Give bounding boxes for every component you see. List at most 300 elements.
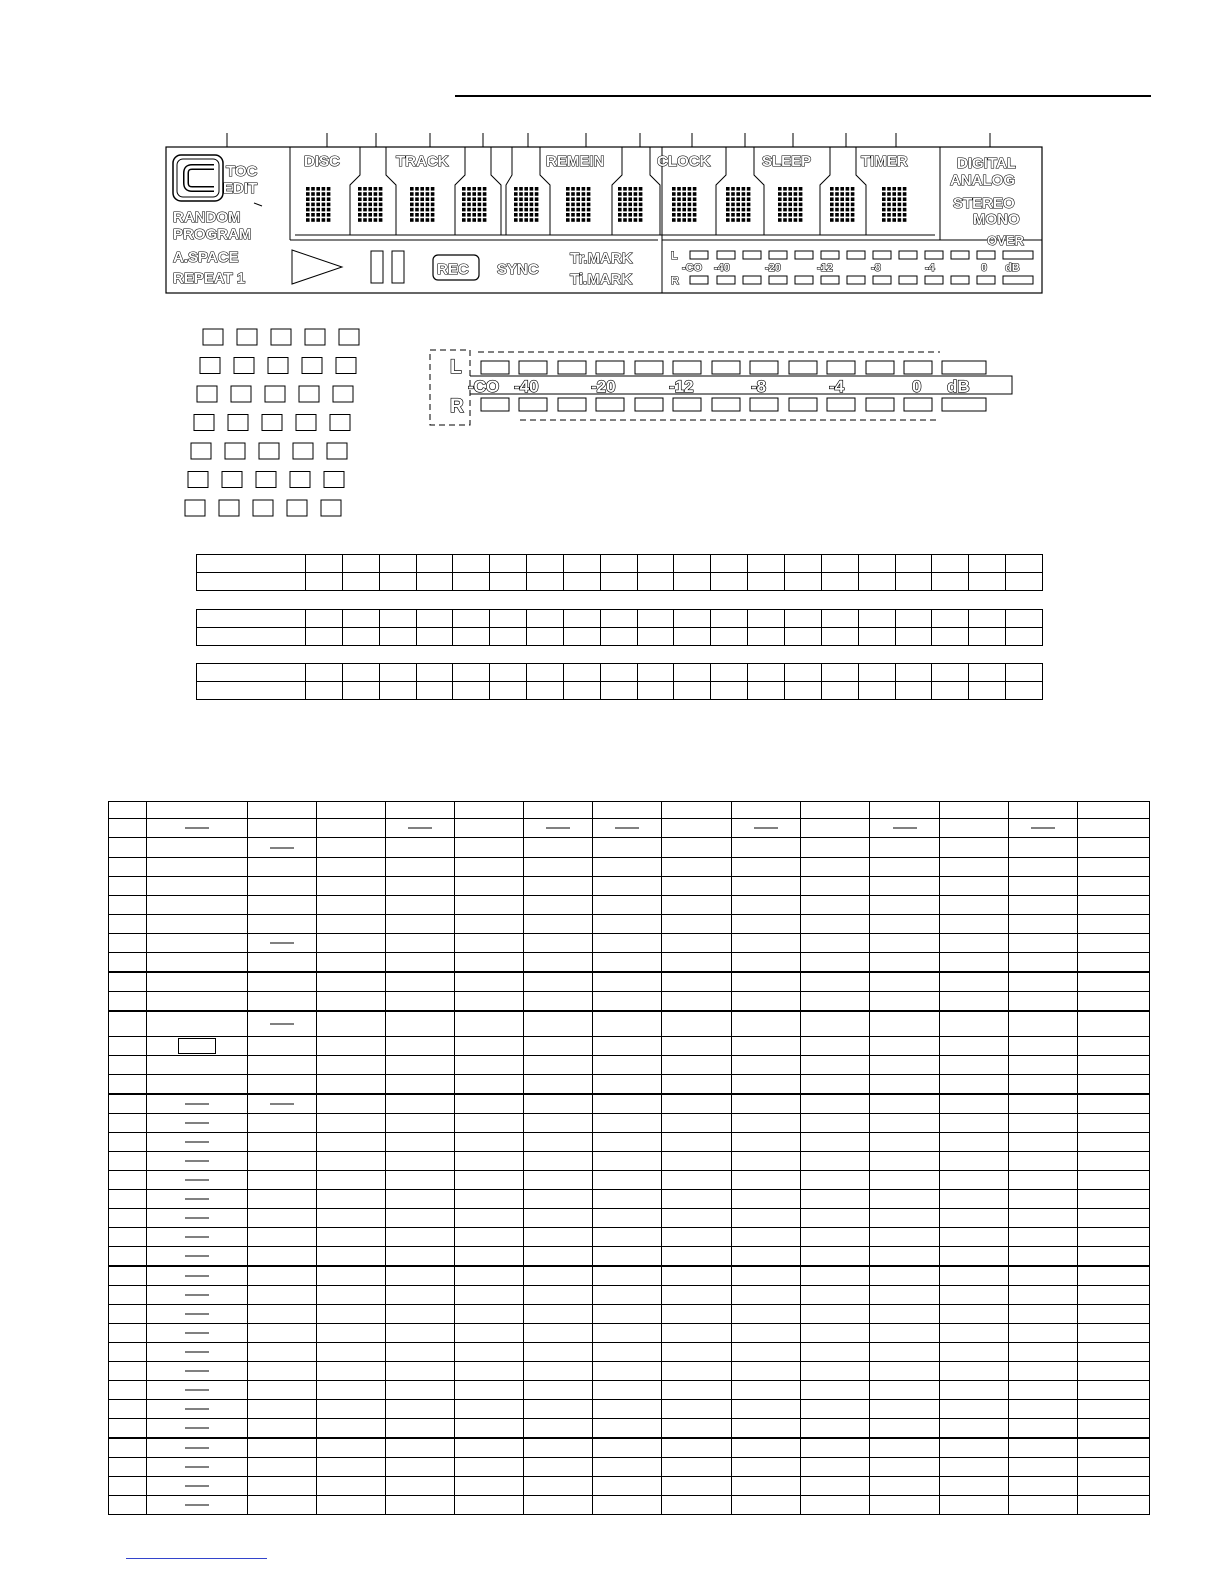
main-table-cell bbox=[593, 972, 662, 992]
main-table-cell bbox=[593, 1094, 662, 1114]
main-table-cell bbox=[801, 934, 870, 953]
main-table-cell bbox=[455, 896, 524, 915]
main-table-cell bbox=[147, 1133, 248, 1152]
main-table-cell bbox=[593, 1419, 662, 1439]
main-table-cell bbox=[1009, 1266, 1078, 1286]
main-table-cell bbox=[109, 819, 147, 838]
main-table-cell bbox=[524, 1400, 593, 1419]
main-table-cell bbox=[940, 1362, 1009, 1381]
main-table-cell bbox=[147, 838, 248, 858]
main-table-cell bbox=[248, 1114, 317, 1133]
main-table-cell bbox=[386, 1266, 455, 1286]
main-table-cell bbox=[662, 1496, 732, 1515]
meter-small-cell-r bbox=[743, 276, 761, 284]
main-table-cell bbox=[109, 1075, 147, 1095]
main-table-cell bbox=[109, 1477, 147, 1496]
grid-table-cell bbox=[858, 610, 895, 628]
grid-table-cell bbox=[711, 555, 748, 573]
overline-mark bbox=[615, 828, 639, 829]
main-table-cell bbox=[317, 1037, 386, 1056]
main-table-cell bbox=[593, 819, 662, 838]
main-table-cell bbox=[455, 1037, 524, 1056]
main-table-cell bbox=[870, 1114, 940, 1133]
overline-mark bbox=[893, 828, 917, 829]
main-table-cell bbox=[248, 1400, 317, 1419]
grid-table-cell bbox=[1006, 682, 1043, 700]
main-table-cell bbox=[801, 1011, 870, 1037]
main-table-cell bbox=[732, 877, 801, 896]
main-table-cell bbox=[386, 1419, 455, 1439]
main-table-cell bbox=[109, 1286, 147, 1305]
main-table-cell bbox=[386, 877, 455, 896]
main-table-cell bbox=[870, 1496, 940, 1515]
main-table-cell bbox=[455, 1477, 524, 1496]
grid-table-cell bbox=[490, 682, 527, 700]
main-table-cell bbox=[1078, 1075, 1150, 1095]
main-table-cell bbox=[732, 1094, 801, 1114]
meter-detail-cell-r bbox=[558, 398, 586, 411]
meter-detail-cell-r bbox=[481, 398, 509, 411]
matrix-cell bbox=[268, 358, 288, 374]
main-table-cell bbox=[870, 1458, 940, 1477]
main-table-cell bbox=[147, 1419, 248, 1439]
grid-table-cell bbox=[453, 610, 490, 628]
meter-small-cell-r bbox=[717, 276, 735, 284]
main-table-cell bbox=[870, 1286, 940, 1305]
grid-table-cell bbox=[197, 555, 306, 573]
main-table-cell bbox=[1078, 1362, 1150, 1381]
digit-matrix bbox=[358, 187, 382, 222]
grid-table-row bbox=[197, 610, 1043, 628]
main-table-cell bbox=[109, 1094, 147, 1114]
main-table-cell bbox=[248, 1056, 317, 1075]
main-table-cell bbox=[109, 1152, 147, 1171]
main-table-cell bbox=[732, 1305, 801, 1324]
digit-matrix bbox=[778, 187, 802, 222]
main-table-cell bbox=[662, 1037, 732, 1056]
main-table-cell bbox=[386, 1477, 455, 1496]
main-table-cell bbox=[147, 1228, 248, 1247]
main-table-cell bbox=[524, 1190, 593, 1209]
main-table-cell bbox=[248, 1419, 317, 1439]
main-table-cell bbox=[147, 1343, 248, 1362]
grid-table-cell bbox=[821, 573, 858, 591]
main-table-cell bbox=[801, 1037, 870, 1056]
matrix-cell bbox=[228, 415, 248, 431]
label-analog: ANALOG bbox=[950, 172, 1015, 189]
main-table-cell bbox=[386, 1228, 455, 1247]
digit-matrix bbox=[618, 187, 642, 222]
grid-table-cell bbox=[674, 664, 711, 682]
main-table-cell bbox=[1009, 802, 1078, 819]
main-table-row bbox=[109, 1343, 1150, 1362]
meter-small-r: R bbox=[671, 275, 679, 287]
main-table-cell bbox=[732, 992, 801, 1012]
main-table-cell bbox=[870, 972, 940, 992]
main-table-cell bbox=[109, 1324, 147, 1343]
main-table-cell bbox=[940, 1190, 1009, 1209]
main-table-cell bbox=[524, 1438, 593, 1458]
main-table-cell bbox=[1009, 1133, 1078, 1152]
main-table-cell bbox=[593, 953, 662, 973]
main-table-cell bbox=[940, 802, 1009, 819]
main-table-cell bbox=[732, 934, 801, 953]
main-table-cell bbox=[870, 877, 940, 896]
grid-table-cell bbox=[527, 610, 564, 628]
main-table-cell bbox=[248, 1037, 317, 1056]
label-digital: DIGITAL bbox=[957, 155, 1016, 172]
main-table-cell bbox=[940, 896, 1009, 915]
label-stereo: STEREO bbox=[953, 195, 1015, 212]
main-table-cell bbox=[109, 877, 147, 896]
grid-table-cell bbox=[342, 610, 379, 628]
meter-small-cell-l bbox=[717, 251, 735, 259]
main-table-cell bbox=[455, 819, 524, 838]
main-table-cell bbox=[1009, 1075, 1078, 1095]
grid-table-cell bbox=[969, 628, 1006, 646]
main-table-cell bbox=[248, 1209, 317, 1228]
main-table-cell bbox=[524, 1266, 593, 1286]
main-table-cell bbox=[317, 896, 386, 915]
main-table-cell bbox=[593, 1438, 662, 1458]
main-table-cell bbox=[870, 1133, 940, 1152]
main-table-cell bbox=[870, 1190, 940, 1209]
main-table-cell bbox=[524, 877, 593, 896]
meter-detail-cell-r bbox=[827, 398, 855, 411]
main-table-row bbox=[109, 1011, 1150, 1037]
main-table-cell bbox=[1078, 1400, 1150, 1419]
main-table-cell bbox=[593, 1305, 662, 1324]
matrix-cell bbox=[333, 386, 353, 402]
main-table bbox=[108, 801, 1150, 1515]
main-table-cell bbox=[940, 1056, 1009, 1075]
grid-table-cell bbox=[416, 573, 453, 591]
grid-table-cell bbox=[748, 664, 785, 682]
grid-table-cell bbox=[453, 628, 490, 646]
meter-small-scale-label: -4 bbox=[925, 262, 935, 274]
main-table-cell bbox=[593, 1152, 662, 1171]
main-table-cell bbox=[109, 1381, 147, 1400]
main-table-cell bbox=[386, 1247, 455, 1267]
main-table-cell bbox=[455, 1458, 524, 1477]
main-table-cell bbox=[940, 934, 1009, 953]
matrix-cell bbox=[237, 329, 257, 345]
main-table-cell bbox=[386, 1075, 455, 1095]
main-table-cell bbox=[386, 1496, 455, 1515]
grid-table-cell bbox=[821, 682, 858, 700]
grid-table-cell bbox=[379, 628, 416, 646]
main-table-cell bbox=[109, 972, 147, 992]
main-table-cell bbox=[248, 1324, 317, 1343]
main-table-cell bbox=[317, 972, 386, 992]
meter-small-cell-r bbox=[873, 276, 891, 284]
main-table-cell bbox=[801, 1477, 870, 1496]
main-table-cell bbox=[524, 1496, 593, 1515]
main-table-cell bbox=[940, 1400, 1009, 1419]
main-table-cell bbox=[940, 1438, 1009, 1458]
main-table-cell bbox=[455, 1171, 524, 1190]
main-table-cell bbox=[455, 1362, 524, 1381]
main-table-cell bbox=[593, 1343, 662, 1362]
main-table-cell bbox=[524, 802, 593, 819]
main-table-cell bbox=[248, 1075, 317, 1095]
grid-table-cell bbox=[858, 628, 895, 646]
main-table-cell bbox=[1078, 802, 1150, 819]
grid-table-cell bbox=[527, 555, 564, 573]
meter-detail-r: R bbox=[450, 396, 464, 417]
main-table-cell bbox=[317, 992, 386, 1012]
digit-matrix bbox=[410, 187, 434, 222]
grid-table-cell bbox=[784, 573, 821, 591]
main-table-row bbox=[109, 877, 1150, 896]
main-table-cell bbox=[455, 1400, 524, 1419]
meter-small-cell-l bbox=[795, 251, 813, 259]
main-table-cell bbox=[455, 1114, 524, 1133]
main-table-cell bbox=[455, 1381, 524, 1400]
main-table-cell bbox=[109, 1343, 147, 1362]
main-table-cell bbox=[732, 1400, 801, 1419]
main-table-cell bbox=[317, 1171, 386, 1190]
main-table-cell bbox=[662, 1075, 732, 1095]
main-table-cell bbox=[801, 1496, 870, 1515]
main-table-cell bbox=[593, 1011, 662, 1037]
main-table-cell bbox=[870, 1438, 940, 1458]
main-table-cell bbox=[455, 838, 524, 858]
overline-mark bbox=[185, 1428, 209, 1429]
main-table-cell bbox=[147, 896, 248, 915]
digit-matrix bbox=[566, 187, 590, 222]
main-table-cell bbox=[1009, 934, 1078, 953]
main-table-cell bbox=[662, 1477, 732, 1496]
main-table-row bbox=[109, 972, 1150, 992]
main-table-cell bbox=[732, 1075, 801, 1095]
main-table-cell bbox=[801, 1362, 870, 1381]
main-table-cell bbox=[593, 1324, 662, 1343]
main-table-cell bbox=[801, 1152, 870, 1171]
main-table-row bbox=[109, 1152, 1150, 1171]
meter-detail-cell-l bbox=[635, 361, 663, 374]
main-table-cell bbox=[455, 1496, 524, 1515]
main-table-cell bbox=[662, 1190, 732, 1209]
main-table-row bbox=[109, 1209, 1150, 1228]
main-table-cell bbox=[870, 1228, 940, 1247]
main-table-cell bbox=[940, 1075, 1009, 1095]
grid-table-cell bbox=[748, 628, 785, 646]
grid-table-cell bbox=[895, 610, 932, 628]
matrix-cell bbox=[305, 329, 325, 345]
main-table-cell bbox=[801, 896, 870, 915]
label-disc: DISC bbox=[304, 153, 340, 170]
main-table-cell bbox=[147, 858, 248, 877]
main-table-row bbox=[109, 858, 1150, 877]
meter-detail-cells bbox=[481, 361, 986, 411]
main-table-cell bbox=[317, 1477, 386, 1496]
overline-mark bbox=[185, 1486, 209, 1487]
main-table-cell bbox=[455, 858, 524, 877]
meter-detail-cell-l bbox=[904, 361, 932, 374]
main-table-cell bbox=[870, 858, 940, 877]
grid-table-cell bbox=[674, 573, 711, 591]
meter-small-cell-l bbox=[847, 251, 865, 259]
main-table-cell bbox=[455, 1419, 524, 1439]
main-table-cell bbox=[1009, 1011, 1078, 1037]
main-table-cell bbox=[317, 858, 386, 877]
main-table-cell bbox=[940, 877, 1009, 896]
main-table-cell bbox=[870, 1056, 940, 1075]
main-table-cell bbox=[386, 1056, 455, 1075]
main-table-cell bbox=[386, 1114, 455, 1133]
grid-table-cell bbox=[969, 682, 1006, 700]
main-table-cell bbox=[593, 1266, 662, 1286]
main-table-cell bbox=[386, 1152, 455, 1171]
main-table-cell bbox=[317, 1094, 386, 1114]
main-table-cell bbox=[248, 934, 317, 953]
matrix-cell bbox=[253, 500, 273, 516]
main-table-cell bbox=[147, 1152, 248, 1171]
main-table-cell bbox=[940, 953, 1009, 973]
main-table-cell bbox=[386, 1171, 455, 1190]
grid-table-cell bbox=[379, 610, 416, 628]
main-table-cell bbox=[593, 1458, 662, 1477]
main-table-cell bbox=[455, 1286, 524, 1305]
main-table-cell bbox=[732, 1496, 801, 1515]
grid-table-cell bbox=[563, 573, 600, 591]
grid-table-cell bbox=[711, 573, 748, 591]
main-table-cell bbox=[109, 953, 147, 973]
main-table-cell bbox=[317, 1324, 386, 1343]
main-table-cell bbox=[593, 1056, 662, 1075]
overline-mark bbox=[185, 828, 209, 829]
main-table-cell bbox=[317, 1209, 386, 1228]
main-table-cell bbox=[386, 1438, 455, 1458]
overline-mark bbox=[185, 1256, 209, 1257]
main-table-cell bbox=[386, 1343, 455, 1362]
main-table-cell bbox=[662, 1343, 732, 1362]
main-table-row bbox=[109, 1458, 1150, 1477]
main-table-cell bbox=[386, 1037, 455, 1056]
main-table-cell bbox=[1078, 1496, 1150, 1515]
main-table-cell bbox=[524, 1133, 593, 1152]
grid-table-cell bbox=[197, 628, 306, 646]
main-table-cell bbox=[248, 1438, 317, 1458]
main-table-cell bbox=[1078, 1094, 1150, 1114]
meter-small-cell-l bbox=[873, 251, 891, 259]
main-table-cell bbox=[1078, 1190, 1150, 1209]
main-table-cell bbox=[455, 1056, 524, 1075]
meter-detail-cell-l bbox=[481, 361, 509, 374]
main-table-cell bbox=[801, 1190, 870, 1209]
main-table-cell bbox=[1078, 1458, 1150, 1477]
main-table-cell bbox=[147, 1362, 248, 1381]
main-table-cell bbox=[732, 1419, 801, 1439]
main-table-cell bbox=[732, 1171, 801, 1190]
main-table-cell bbox=[870, 953, 940, 973]
main-table-cell bbox=[801, 1247, 870, 1267]
main-table-cell bbox=[1009, 1362, 1078, 1381]
overline-mark bbox=[185, 1371, 209, 1372]
main-table-cell bbox=[870, 838, 940, 858]
main-table-cell bbox=[1078, 1228, 1150, 1247]
grid-table-cell bbox=[1006, 628, 1043, 646]
grid-table-cell bbox=[748, 573, 785, 591]
main-table-cell bbox=[870, 1075, 940, 1095]
meter-small-cell-l bbox=[769, 251, 787, 259]
main-table-cell bbox=[1009, 972, 1078, 992]
main-table-cell bbox=[524, 915, 593, 934]
label-track: TRACK bbox=[396, 153, 449, 170]
main-table-cell bbox=[524, 1171, 593, 1190]
main-table-cell bbox=[248, 1458, 317, 1477]
main-table-cell bbox=[455, 953, 524, 973]
main-table-cell bbox=[801, 1075, 870, 1095]
main-table-cell bbox=[248, 1362, 317, 1381]
logo-line-1: TOC bbox=[226, 163, 258, 180]
main-table-cell bbox=[1009, 896, 1078, 915]
meter-small-cell-l bbox=[977, 251, 995, 259]
matrix-cell bbox=[194, 415, 214, 431]
main-table-cell bbox=[109, 802, 147, 819]
meter-detail-scale-label: 0 bbox=[912, 377, 922, 396]
grid-table-cell bbox=[932, 555, 969, 573]
main-table-cell bbox=[1078, 1381, 1150, 1400]
main-table-cell bbox=[455, 1209, 524, 1228]
main-table-cell bbox=[1078, 915, 1150, 934]
main-table-cell bbox=[801, 1133, 870, 1152]
grid-table-cell bbox=[563, 610, 600, 628]
main-table-cell bbox=[248, 1228, 317, 1247]
overline-mark bbox=[185, 1295, 209, 1296]
main-table-cell bbox=[147, 1171, 248, 1190]
main-table-cell bbox=[147, 1438, 248, 1458]
grid-table-cell bbox=[342, 664, 379, 682]
main-table-cell bbox=[732, 1324, 801, 1343]
matrix-cell bbox=[302, 358, 322, 374]
meter-detail-l: L bbox=[450, 357, 462, 378]
main-table-cell bbox=[317, 915, 386, 934]
meter-small-cell-r bbox=[795, 276, 813, 284]
main-table-cell bbox=[1078, 992, 1150, 1012]
matrix-cell bbox=[231, 386, 251, 402]
grid-table-cell bbox=[637, 610, 674, 628]
main-table-cell bbox=[248, 858, 317, 877]
overline-mark bbox=[185, 1237, 209, 1238]
main-table-cell bbox=[1078, 1266, 1150, 1286]
digit-matrix bbox=[462, 187, 486, 222]
grid-table-cell bbox=[306, 555, 343, 573]
main-table-cell bbox=[732, 858, 801, 877]
main-table-cell bbox=[662, 819, 732, 838]
main-table-row bbox=[109, 934, 1150, 953]
main-table-cell bbox=[524, 1152, 593, 1171]
overline-mark bbox=[754, 828, 778, 829]
grid-table-cell bbox=[490, 664, 527, 682]
main-table-cell bbox=[801, 972, 870, 992]
main-table-cell bbox=[1009, 1400, 1078, 1419]
main-table-cell bbox=[940, 1381, 1009, 1400]
overline-mark bbox=[270, 943, 294, 944]
main-table-cell bbox=[1009, 1114, 1078, 1133]
main-table-cell bbox=[732, 1190, 801, 1209]
label-remein: REMEIN bbox=[546, 153, 605, 170]
grid-table-cell bbox=[306, 573, 343, 591]
matrix-cell bbox=[259, 443, 279, 459]
grid-table-cell bbox=[784, 682, 821, 700]
main-table-cell bbox=[732, 1114, 801, 1133]
meter-small-cell-l bbox=[690, 251, 708, 259]
main-table-cell bbox=[524, 1324, 593, 1343]
grid-table-cell bbox=[637, 628, 674, 646]
main-table-cell bbox=[248, 1381, 317, 1400]
